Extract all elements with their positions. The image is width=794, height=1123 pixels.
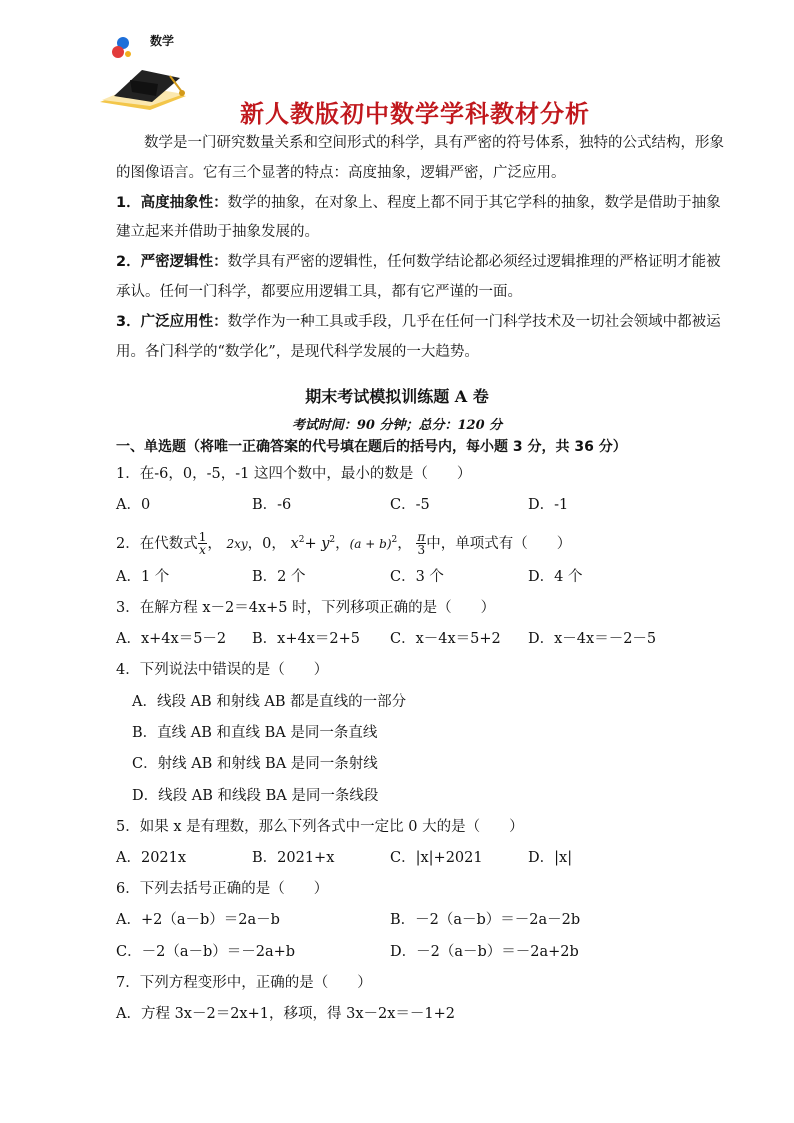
fraction-pi-over-3 <box>416 531 426 556</box>
feature-3-text: 数学作为一种工具或手段，几乎在任何一门科学技术及一切社会领域中都被运 <box>227 314 721 330</box>
feature-1-line1 <box>116 193 721 213</box>
q3-stem: 3．在解方程 x－2＝4x+5 时，下列移项正确的是（ ） <box>116 600 496 616</box>
q3-option-c: C．x－4x＝5+2 <box>390 631 501 647</box>
graduation-cap-book-icon <box>96 30 192 112</box>
q6-option-c: C．－2（a－b）＝－2a+b <box>116 944 296 960</box>
q2-option-b: B．2 个 <box>252 569 306 585</box>
feature-3-line1 <box>116 312 721 332</box>
intro-paragraph-line1: 数学是一门研究数量关系和空间形式的科学，具有严密的符号体系，独特的公式结构，形象 <box>144 135 724 151</box>
q4-stem: 4．下列说法中错误的是（ ） <box>116 662 329 678</box>
q3-option-b: B．x+4x＝2+5 <box>252 631 360 647</box>
q6-option-a: A．+2（a－b）＝2a－b <box>116 912 280 928</box>
feature-1-text: 数学的抽象，在对象上、程度上都不同于其它学科的抽象，数学是借助于抽象 <box>227 195 721 211</box>
q1-option-b: B．-6 <box>252 497 292 513</box>
feature-1-label: 1．高度抽象性： <box>116 195 228 211</box>
q1-option-d: D．-1 <box>528 497 569 513</box>
q2-sep3: ， <box>397 535 412 552</box>
feature-1-line2: 建立起来并借助于抽象发展的。 <box>116 224 319 240</box>
q6-option-d: D．－2（a－b）＝－2a+2b <box>390 944 579 960</box>
feature-3-label: 3．广泛应用性： <box>116 314 228 330</box>
q2-option-d: D．4 个 <box>528 569 583 585</box>
q6-option-b: B．－2（a－b）＝－2a－2b <box>390 912 581 928</box>
q4-option-d: D．线段 AB 和线段 BA 是同一条线段 <box>132 788 379 804</box>
q1-stem: 1．在-6，0，-5，-1 这四个数中，最小的数是（ ） <box>116 466 472 482</box>
fraction-pi: π <box>417 530 426 545</box>
q2-stem: 2．在代数式 $\frac{1}{x}$ ， 2xy，0， $x^2+ y^2$，$(a + b)^2$， $\frac{\pi}{3}$ 中，单项式有（ ） <box>116 530 572 558</box>
exam-info: 考试时间：90 分钟；总分：120 分 <box>291 418 503 433</box>
q1-option-a: A．0 <box>116 497 151 513</box>
fraction-numerator: 1 <box>198 530 207 545</box>
q5-stem: 5．如果 x 是有理数，那么下列各式中一定比 0 大的是（ ） <box>116 819 524 835</box>
q6-stem: 6．下列去括号正确的是（ ） <box>116 881 329 897</box>
fraction-three: 3 <box>417 543 426 558</box>
page-title: 新人教版初中数学学科教材分析 <box>240 100 590 128</box>
q1-option-c: C．-5 <box>390 497 430 513</box>
q2-option-c: C．3 个 <box>390 569 444 585</box>
q3-option-d: D．x－4x＝－2－5 <box>528 631 657 647</box>
term-plus-y: + y <box>304 535 330 552</box>
term-2xy: 2xy <box>226 536 248 551</box>
q5-option-d: D．|x| <box>528 850 573 866</box>
q2-sep2: ， <box>335 535 350 552</box>
q2-option-a: A．1 个 <box>116 569 170 585</box>
q2-prefix: 2．在代数式 <box>116 535 198 552</box>
q5-option-c: C．|x|+2021 <box>390 850 483 866</box>
feature-2-line2: 承认。任何一门科学，都要应用逻辑工具，都有它严谨的一面。 <box>116 284 522 300</box>
q7-stem: 7．下列方程变形中，正确的是（ ） <box>116 975 372 991</box>
logo-subject-text: 数学 <box>150 34 175 48</box>
term-x: x <box>290 535 299 552</box>
term-a-plus-b: (a + b) <box>349 536 392 551</box>
q5-option-a: A．2021x <box>116 850 187 866</box>
exam-title: 期末考试模拟训练题 A 卷 <box>305 387 489 406</box>
feature-3-line2: 用。各门科学的“数学化”，是现代科学发展的一大趋势。 <box>116 344 479 360</box>
q7-option-a: A．方程 3x－2＝2x+1，移项，得 3x－2x＝－1+2 <box>116 1006 456 1022</box>
q4-option-b: B．直线 AB 和直线 BA 是同一条直线 <box>132 725 378 741</box>
q5-option-b: B．2021+x <box>252 850 335 866</box>
fraction-denominator: x <box>199 543 206 558</box>
q2-zero: ，0， <box>247 535 286 552</box>
fraction-1-over-x <box>198 531 208 556</box>
q3-option-a: A．x+4x＝5－2 <box>116 631 227 647</box>
q2-sep: ， <box>207 535 222 552</box>
q4-option-a: A．线段 AB 和射线 AB 都是直线的一部分 <box>132 694 407 710</box>
q4-option-c: C．射线 AB 和射线 BA 是同一条射线 <box>132 756 378 772</box>
feature-2-label: 2．严密逻辑性： <box>116 254 228 270</box>
feature-2-text: 数学具有严密的逻辑性，任何数学结论都必须经过逻辑推理的严格证明才能被 <box>227 254 721 270</box>
intro-paragraph-line2: 的图像语言。它有三个显著的特点：高度抽象，逻辑严密，广泛应用。 <box>116 165 566 181</box>
section-heading: 一、单选题（将唯一正确答案的代号填在题后的括号内，每小题 3 分，共 36 分） <box>116 439 627 455</box>
q2-suffix: 中，单项式有（ ） <box>426 535 572 552</box>
feature-2-line1 <box>116 252 721 272</box>
logo <box>96 30 192 112</box>
